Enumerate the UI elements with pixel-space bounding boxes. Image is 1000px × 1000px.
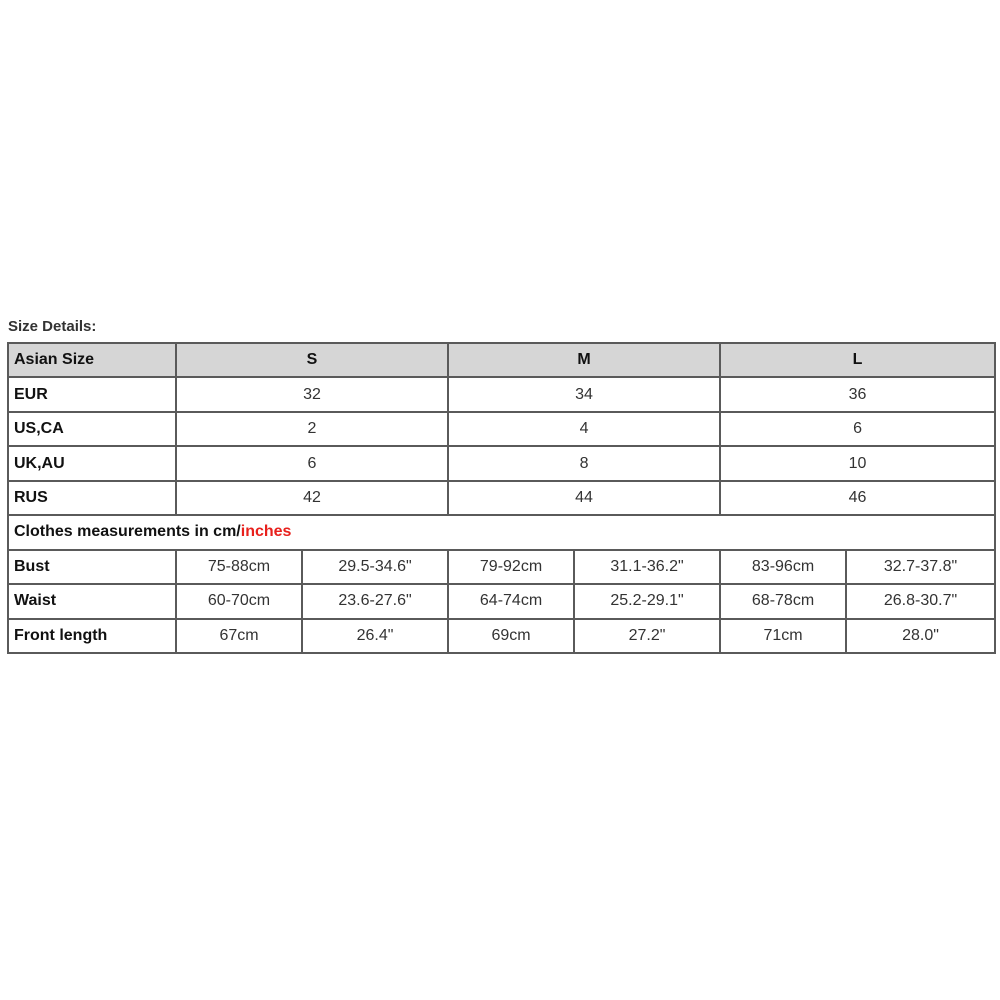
cell-cm: 75-88cm [176, 550, 302, 584]
cell-inches: 32.7-37.8" [846, 550, 995, 584]
cell-inches: 31.1-36.2" [574, 550, 720, 584]
measurements-heading-row [8, 515, 995, 549]
measurements-heading [8, 515, 995, 549]
cell-cm: 68-78cm [720, 584, 846, 618]
cell-inches: 29.5-34.6" [302, 550, 448, 584]
cell-inches: 23.6-27.6" [302, 584, 448, 618]
cell-value: 34 [448, 377, 720, 411]
row-label: RUS [8, 481, 176, 515]
table-header-row [8, 343, 995, 377]
table-row-us-ca [8, 412, 995, 446]
header-size-l: L [720, 343, 995, 377]
cell-inches: 28.0" [846, 619, 995, 654]
cell-value: 6 [720, 412, 995, 446]
cell-value: 44 [448, 481, 720, 515]
cell-cm: 67cm [176, 619, 302, 654]
cell-cm: 71cm [720, 619, 846, 654]
cell-value: 2 [176, 412, 448, 446]
cell-inches: 26.8-30.7" [846, 584, 995, 618]
cell-cm: 79-92cm [448, 550, 574, 584]
cell-cm: 64-74cm [448, 584, 574, 618]
cell-cm: 60-70cm [176, 584, 302, 618]
cell-inches: 26.4" [302, 619, 448, 654]
cell-value: 6 [176, 446, 448, 480]
table-row-rus [8, 481, 995, 515]
row-label: Bust [8, 550, 176, 584]
header-size-s: S [176, 343, 448, 377]
row-label: Waist [8, 584, 176, 618]
measurements-heading-highlight: inches [240, 523, 292, 541]
cell-value: 32 [176, 377, 448, 411]
row-label: EUR [8, 377, 176, 411]
cell-inches: 25.2-29.1" [574, 584, 720, 618]
size-table [7, 342, 996, 654]
cell-value: 4 [448, 412, 720, 446]
cell-inches: 27.2" [574, 619, 720, 654]
header-size-m: M [448, 343, 720, 377]
row-label: US,CA [8, 412, 176, 446]
cell-value: 46 [720, 481, 995, 515]
row-label: UK,AU [8, 446, 176, 480]
table-row-uk-au [8, 446, 995, 480]
measurements-heading-prefix: Clothes measurements in cm/ [14, 523, 241, 541]
table-row-eur [8, 377, 995, 411]
table-row-waist [8, 584, 995, 618]
cell-value: 10 [720, 446, 995, 480]
table-row-front-length [8, 619, 995, 654]
cell-value: 8 [448, 446, 720, 480]
cell-value: 36 [720, 377, 995, 411]
cell-value: 42 [176, 481, 448, 515]
page-title: Size Details: [8, 318, 97, 335]
header-label: Asian Size [8, 343, 176, 377]
table-row-bust [8, 550, 995, 584]
cell-cm: 83-96cm [720, 550, 846, 584]
row-label: Front length [8, 619, 176, 654]
cell-cm: 69cm [448, 619, 574, 654]
